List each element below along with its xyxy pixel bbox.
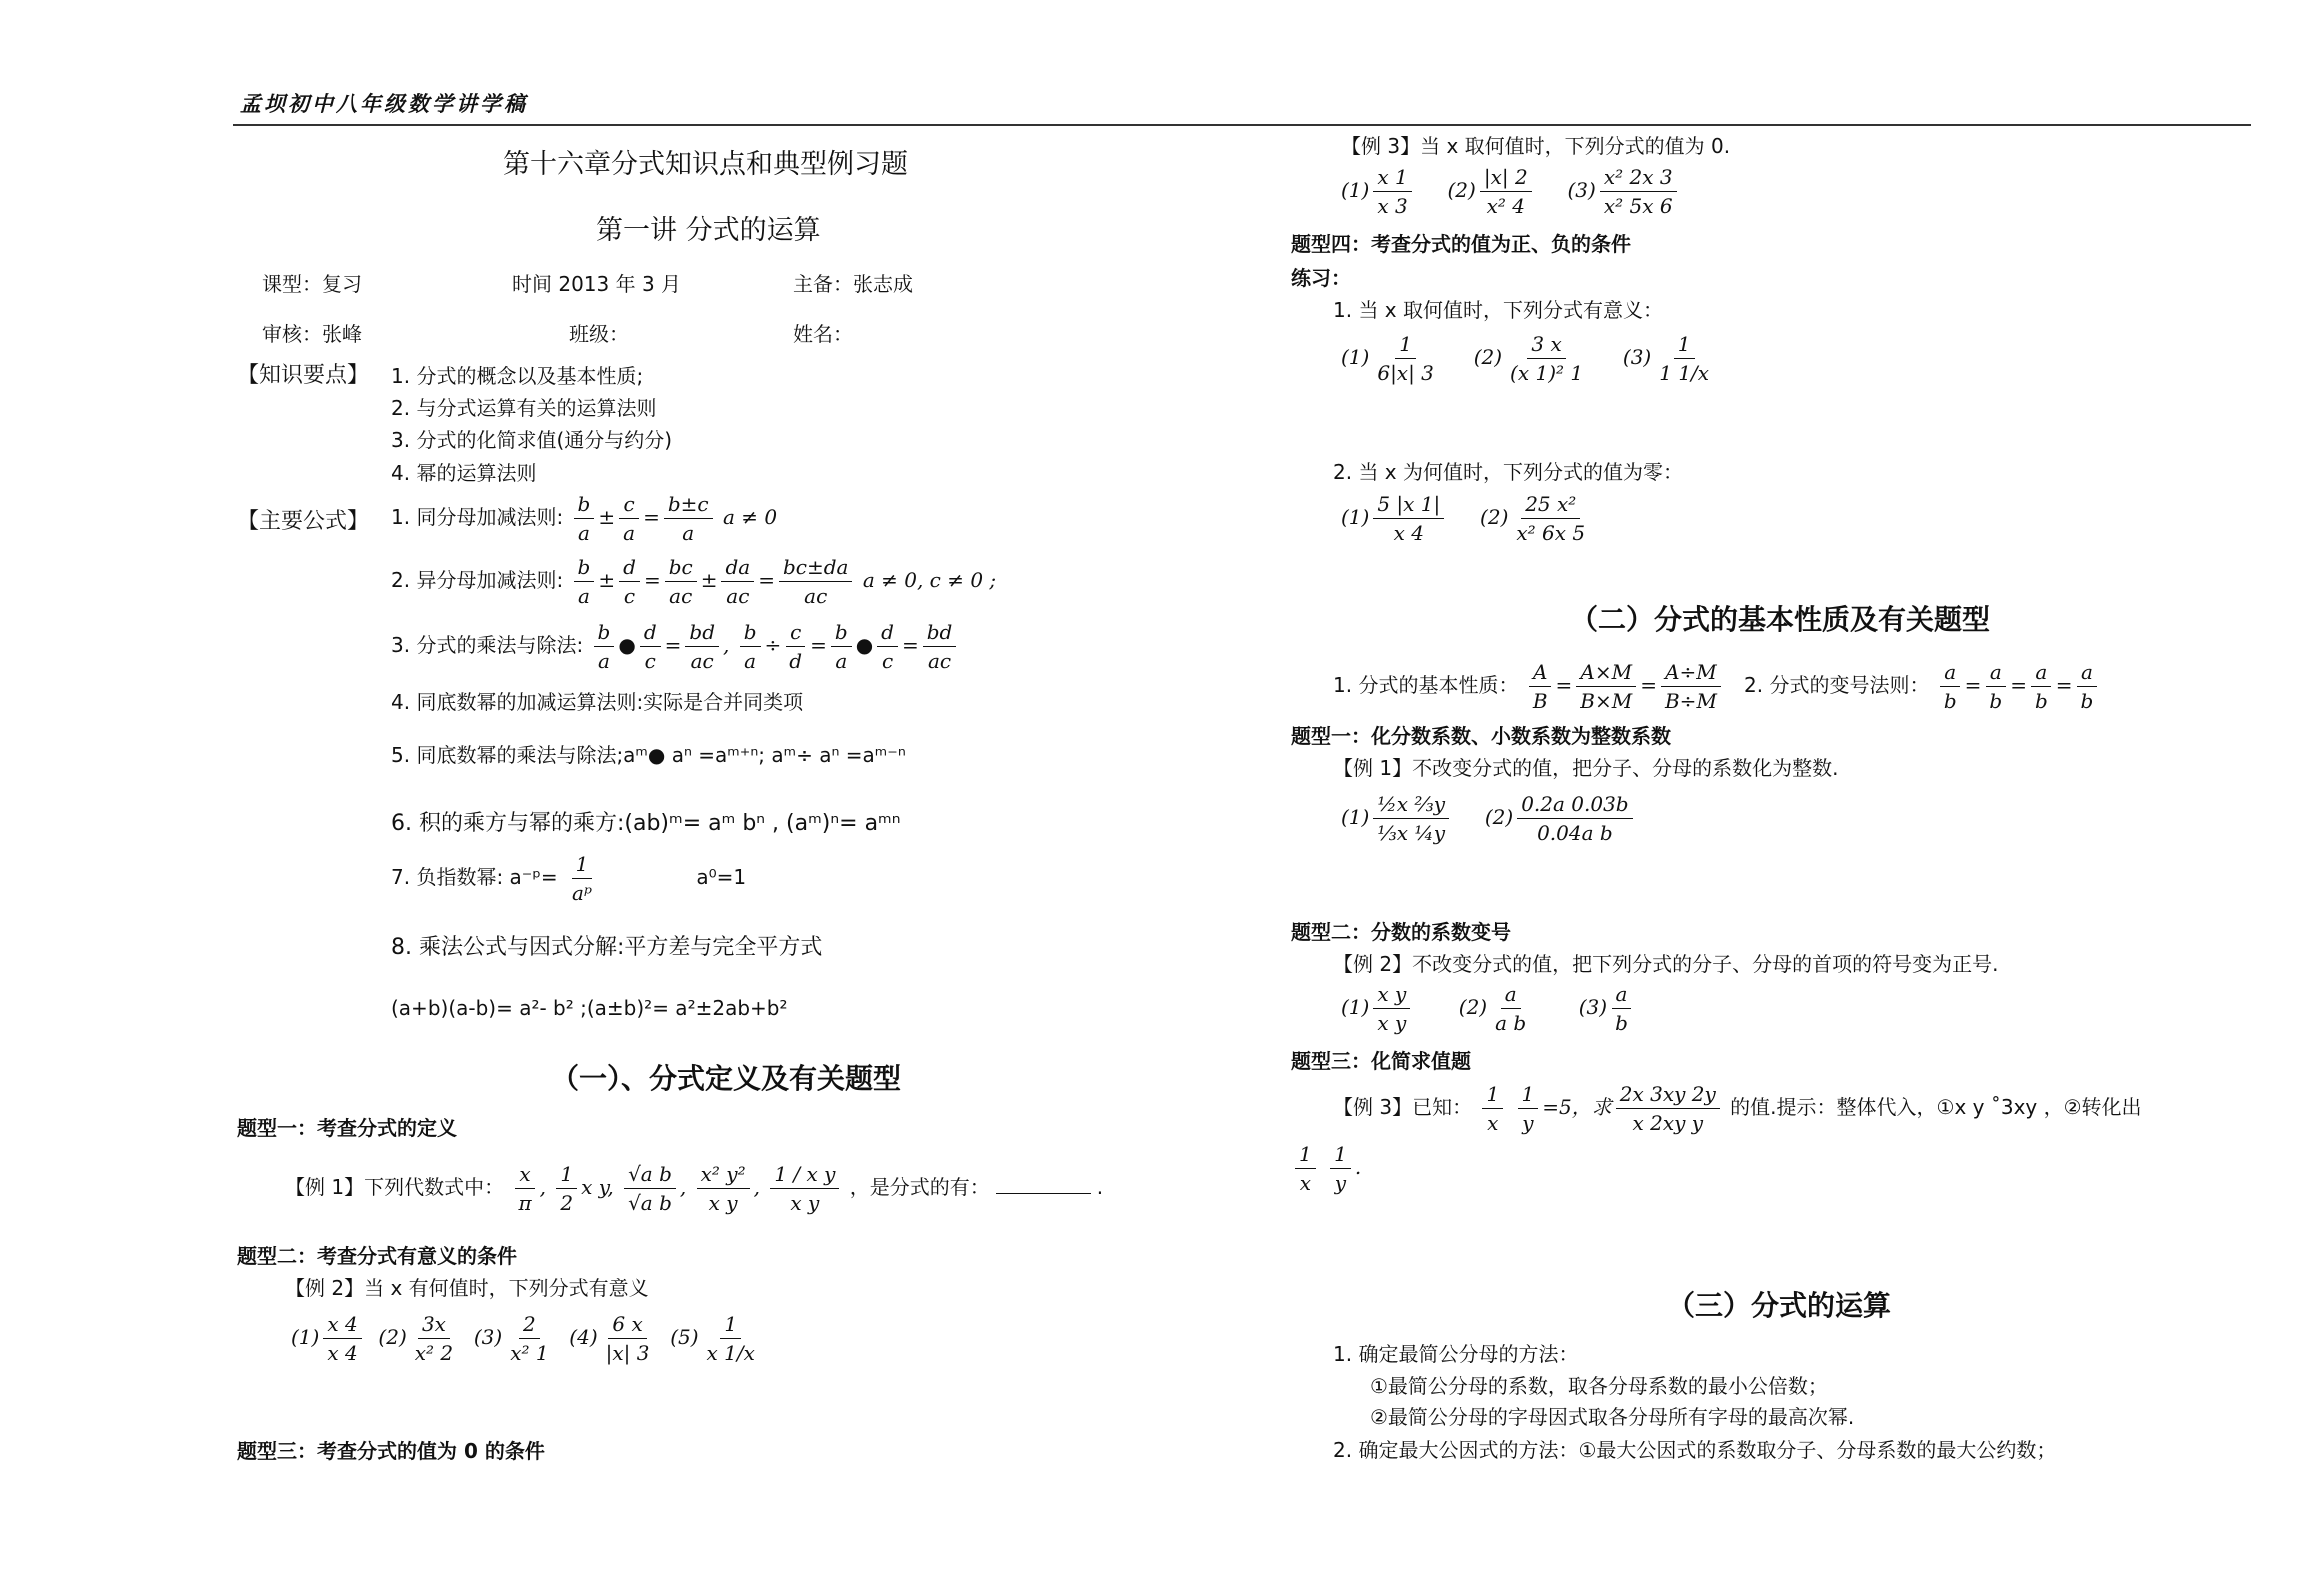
formula-2-label: 2. 异分母加减法则: — [391, 568, 564, 592]
course-time: 时间 2013 年 3 月 — [512, 272, 682, 296]
hint-fraction: $\frac{1}{x}$ $\frac{1}{y}$ . — [1291, 1140, 1361, 1197]
method-2: 2. 确定最大公因式的方法：①最大公因式的系数取分子、分母系数的最大公约数； — [1333, 1438, 2057, 1462]
class-field: 班级： — [569, 322, 629, 346]
section-2-example-3-hint: 的值.提示：整体代入，①x y ˚3xy ，②转化出 — [1730, 1095, 2142, 1119]
method-1a: ①最简公分母的系数，取各分母系数的最小公倍数； — [1370, 1374, 1828, 1398]
section-2-example-3: 【例 3】已知： $\frac{1}{x}$ $\frac{1}{y}$ =5，求 $\frac{2x 3xy 2y}{\text{x 2xy y}}$ 的值.提示：整体代入，①x y ˚3xy ，②转化出 — [1333, 1082, 2142, 1135]
formula-7-zero: a⁰=1 — [696, 865, 747, 889]
formula-1: 1. 同分母加减法则: $\frac{b}{a}$ ± $\frac{c}{a}$ = $\frac{b\pm c}{a}$ a ≠ 0 — [391, 492, 778, 545]
formula-1-condition: a ≠ 0 — [722, 505, 778, 529]
formula-2-condition: a ≠ 0, c ≠ 0 ; — [862, 568, 997, 592]
name-field: 姓名： — [793, 322, 853, 346]
formula-5: 5. 同底数幂的乘法与除法;aᵐ● aⁿ =aᵐ⁺ⁿ; aᵐ÷ aⁿ =aᵐ⁻ⁿ — [391, 743, 906, 767]
section-2-type-2: 题型二：分数的系数变号 — [1291, 920, 1511, 944]
formula-3-label: 3. 分式的乘法与除法: — [391, 633, 584, 657]
practice-label: 练习： — [1291, 266, 1351, 290]
answer-blank[interactable] — [996, 1193, 1091, 1194]
knowledge-item: 3. 分式的化简求值(通分与约分) — [391, 428, 673, 452]
formula-7-label: 7. 负指数幂: a⁻ᵖ= — [391, 865, 558, 889]
example-2-items: (1) $\frac{x 4}{x 4}$ (2) $\frac{3x}{\text{x² 2}}$ (3) $\frac{2}{\text{x² 1}}$ (4) $\frac{6 x}{|x| 3}$ (5) $\frac{1}{x 1/x}$ — [291, 1312, 755, 1365]
formulas-label: 【主要公式】 — [237, 509, 370, 534]
practice-2-items: (1) $\frac{5 |x 1|}{x 4}$ (2) $\frac{\text{25 x²}}{\text{x² 6x 5}}$ — [1341, 492, 1586, 545]
formula-8: 8. 乘法公式与因式分解:平方差与完全平方式 — [391, 935, 823, 960]
lesson-title: 第一讲 分式的运算 — [596, 215, 821, 246]
formula-1-label: 1. 同分母加减法则: — [391, 505, 564, 529]
section-2-type-1: 题型一：化分数系数、小数系数为整数系数 — [1291, 724, 1671, 748]
reviewer: 审核：张峰 — [262, 322, 362, 346]
formula-7: 7. 负指数幂: a⁻ᵖ= $\frac{1}{\text{aᵖ}}$ a⁰=1 — [391, 852, 747, 905]
section-1-type-3: 题型三：考查分式的值为 0 的条件 — [237, 1439, 545, 1463]
section-2-type-3: 题型三：化简求值题 — [1291, 1049, 1471, 1073]
example-3: 【例 3】当 x 取何值时，下列分式的值为 0. — [1341, 134, 1731, 158]
knowledge-item: 1. 分式的概念以及基本性质; — [391, 364, 644, 388]
example-1-tail: ，是分式的有： — [849, 1175, 990, 1199]
header-rule — [233, 124, 2251, 126]
section-2-example-2: 【例 2】不改变分式的值，把下列分式的分子、分母的首项的符号变为正号. — [1333, 952, 1999, 976]
section-1-type-1: 题型一：考查分式的定义 — [237, 1116, 457, 1140]
formula-8b: (a+b)(a-b)= a²- b² ;(a±b)²= a²±2ab+b² — [391, 996, 788, 1020]
method-1b: ②最简公分母的字母因式取各分母所有字母的最高次幂. — [1370, 1405, 1855, 1429]
knowledge-item: 2. 与分式运算有关的运算法则 — [391, 396, 657, 420]
knowledge-label: 【知识要点】 — [237, 363, 370, 388]
practice-1-items: (1) $\frac{1}{6|x| 3}$ (2) $\frac{3 x}{\text{(x 1)² 1}}$ (3) $\frac{1}{1 1/x}$ — [1341, 332, 1710, 385]
example-1: 【例 1】下列代数式中： $\frac{x}{\pi}$ , $\frac{1}{2}$ x y, $\frac{\text{√a b}}{\text{√a b}}$ , $\frac{\text{x² y²}}{\text{x y}}$ , $\frac{\text{1 / x y}}{\text{x y}}$ ，是分式的有： . — [285, 1162, 1104, 1215]
basic-properties-label: 1. 分式的基本性质： — [1333, 673, 1519, 697]
example-2: 【例 2】当 x 有何值时，下列分式有意义 — [285, 1276, 649, 1300]
section-2-title: （二）分式的基本性质及有关题型 — [1570, 603, 1991, 636]
section-2-example-1: 【例 1】不改变分式的值，把分子、分母的系数化为整数. — [1333, 756, 1839, 780]
section-2-example-3-label: 【例 3】已知： — [1333, 1095, 1473, 1119]
formula-4: 4. 同底数幂的加减运算法则:实际是合并同类项 — [391, 690, 804, 714]
section-1-title: （一）、分式定义及有关题型 — [551, 1062, 902, 1095]
basic-properties: 1. 分式的基本性质： $\frac{A}{B}$ = $\frac{A\times M}{B\times M}$ = $\frac{A\div M}{B\div M}$ 2. 分式的变号法则： $\frac{a}{b}$ = $\frac{a}{b}$ = $\frac{a}{b}$ = $\frac{a}{b}$ — [1333, 658, 2101, 715]
sign-rule-label: 2. 分式的变号法则： — [1744, 673, 1930, 697]
formula-6: 6. 积的乘方与幂的乘方:(ab)ᵐ= aᵐ bⁿ , (aᵐ)ⁿ= aᵐⁿ — [391, 811, 901, 836]
section-1-type-2: 题型二：考查分式有意义的条件 — [237, 1244, 517, 1268]
example-3-items: (1) $\frac{x 1}{x 3}$ (2) $\frac{|x| 2}{\text{x² 4}}$ (3) $\frac{\text{x² 2x 3}}{\text{x² 5x 6}}$ — [1341, 163, 1681, 220]
method-1: 1. 确定最简公分母的方法： — [1333, 1342, 1579, 1366]
practice-1: 1. 当 x 取何值时，下列分式有意义： — [1333, 298, 1663, 322]
course-type: 课型：复习 — [262, 272, 362, 296]
example-1-label: 【例 1】下列代数式中： — [285, 1175, 505, 1199]
preparer: 主备：张志成 — [793, 272, 913, 296]
formula-2: 2. 异分母加减法则: $\frac{b}{a}$ ± $\frac{d}{c}$ = $\frac{bc}{ac}$ ± $\frac{da}{ac}$ = $\frac{bc\pm da}{ac}$ a ≠ 0, c ≠ 0 ; — [391, 555, 997, 608]
page-title: 第十六章分式知识点和典型例习题 — [503, 149, 908, 180]
section-3-title: （三）分式的运算 — [1667, 1289, 1892, 1322]
knowledge-item: 4. 幂的运算法则 — [391, 461, 537, 485]
section-2-example-1-items: (1) $\frac{\text{½x ⅔y}}{\text{⅓x ¼y}}$ (2) $\frac{0.2a 0.03b}{\text{0.04a b}}$ — [1341, 790, 1637, 847]
document-header: 孟坝初中八年级数学讲学稿 — [240, 91, 528, 116]
formula-3: 3. 分式的乘法与除法: $\frac{b}{a}$ ● $\frac{d}{c}$ = $\frac{bd}{ac}$ , $\frac{b}{a}$ ÷ $\frac{c}{d}$ = $\frac{b}{a}$ ● $\frac{d}{c}$ = $\frac{bd}{ac}$ — [391, 618, 960, 675]
section-2-example-2-items: (1) $\frac{\text{x y}}{\text{x y}}$ (2) $\frac{a}{\text{a b}}$ (3) $\frac{a}{b}$ — [1341, 980, 1636, 1037]
practice-2: 2. 当 x 为何值时，下列分式的值为零： — [1333, 460, 1683, 484]
type-4: 题型四：考查分式的值为正、负的条件 — [1291, 232, 1631, 256]
